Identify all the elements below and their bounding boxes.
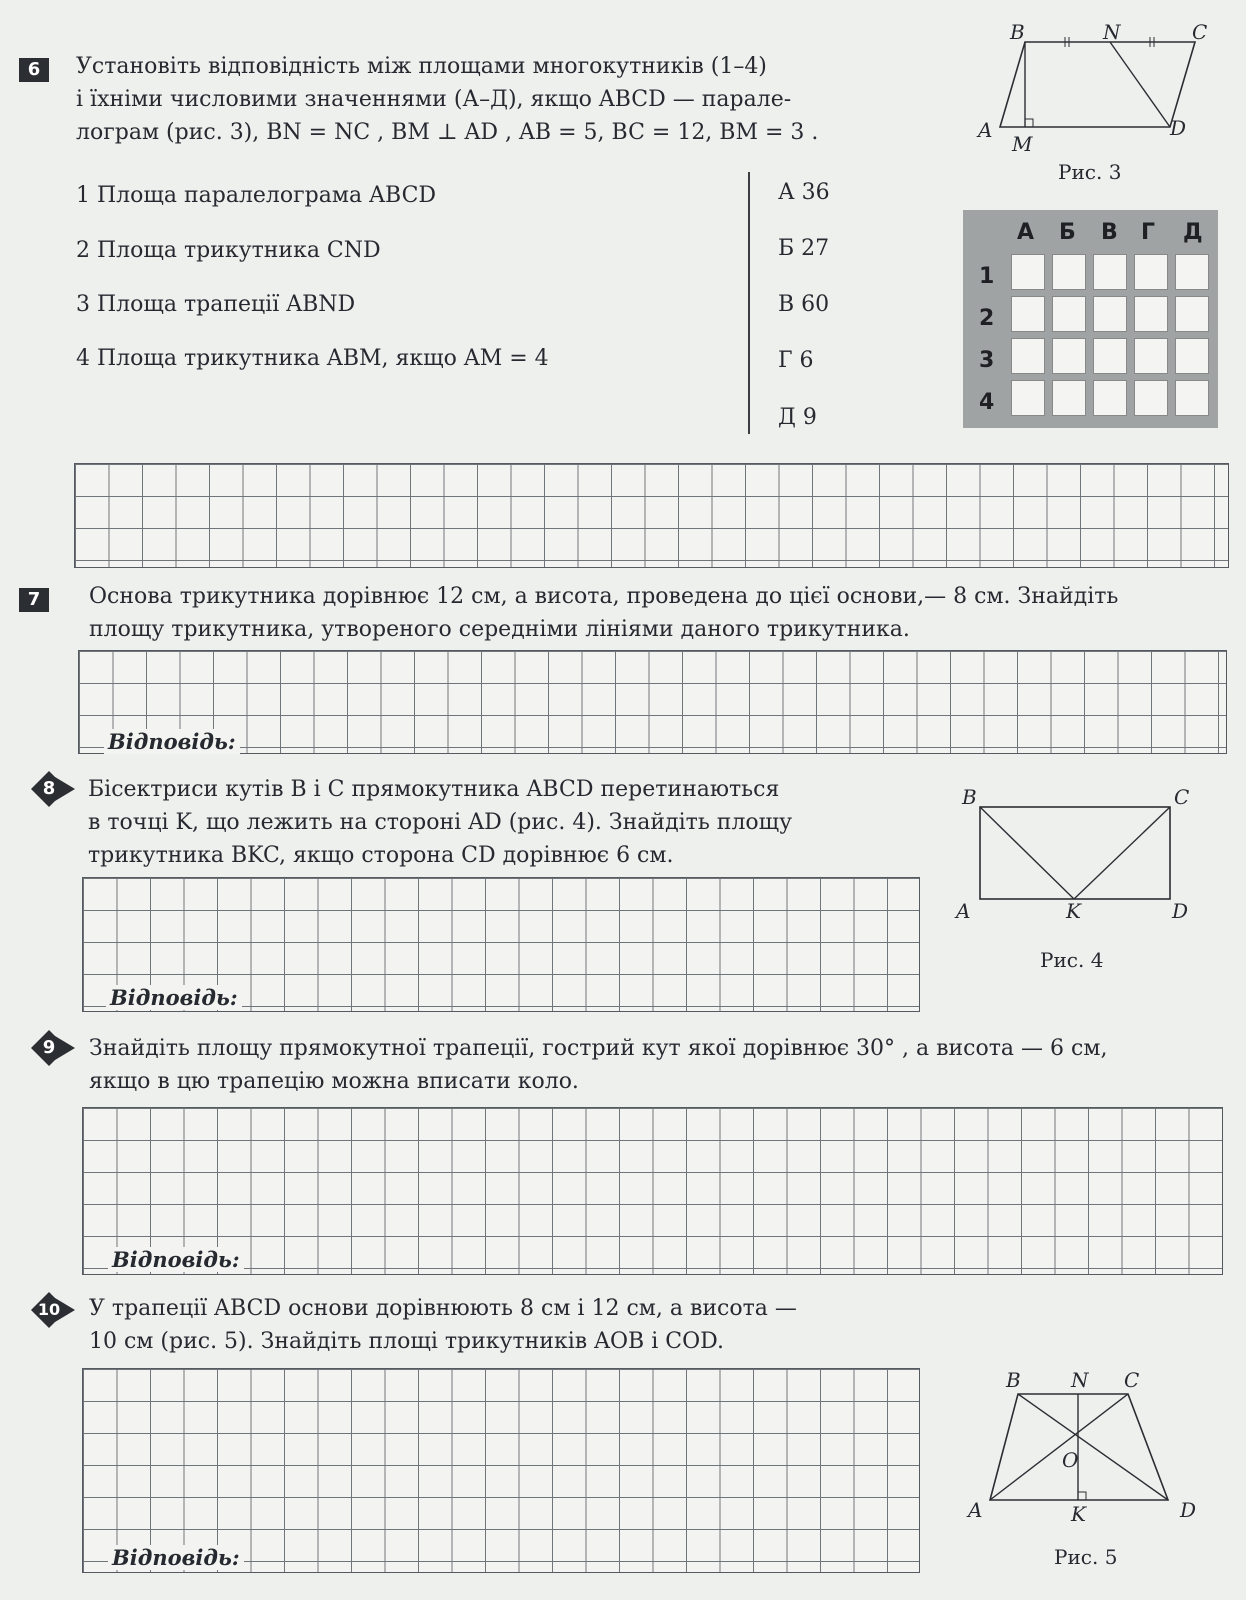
answer-cell[interactable]: [1052, 296, 1086, 332]
fig5-label-D: D: [1180, 1498, 1197, 1522]
task6-left-item-2: 2 Площа трикутника CND: [76, 238, 381, 263]
answer-cell[interactable]: [1011, 338, 1045, 374]
answer-cell[interactable]: [1175, 296, 1209, 332]
task7-work-grid[interactable]: [78, 650, 1227, 754]
task8-text-line1: Бісектриси кутів B і C прямокутника ABCD перетинаються: [88, 777, 780, 802]
task10-work-grid[interactable]: [82, 1368, 920, 1573]
task6-divider: [748, 172, 750, 434]
answer-table-col-B: Б: [1059, 220, 1076, 245]
task6-right-item-D: Д 9: [778, 405, 817, 430]
task9-number: 9: [31, 1030, 71, 1066]
fig4-label-K: K: [1066, 899, 1081, 923]
fig5-label-N: N: [1071, 1368, 1089, 1392]
fig3-label-D: D: [1170, 116, 1187, 140]
figure-5: [968, 1368, 1208, 1543]
fig5-caption: Рис. 5: [1054, 1545, 1118, 1569]
answer-cell[interactable]: [1134, 296, 1168, 332]
fig5-label-K: K: [1071, 1502, 1086, 1526]
answer-cell[interactable]: [1093, 338, 1127, 374]
answer-table-col-A: А: [1017, 220, 1035, 245]
task10-text-line2: 10 см (рис. 5). Знайдіть площі трикутників AOB і COD.: [89, 1329, 724, 1354]
fig3-label-B: B: [1010, 20, 1025, 44]
answer-cell[interactable]: [1052, 380, 1086, 416]
task6-right-item-B: Б 27: [778, 236, 830, 261]
answer-cell[interactable]: [1093, 254, 1127, 290]
task7-answer-label: Відповідь:: [104, 729, 240, 754]
task8-answer-label: Відповідь:: [106, 985, 242, 1010]
task8-text-line3: трикутника BKC, якщо сторона CD дорівнює 6 см.: [88, 843, 674, 868]
task7-text-line2: площу трикутника, утвореного середніми лініями даного трикутника.: [89, 617, 910, 642]
task9-text-line2: якщо в цю трапецію можна вписати коло.: [89, 1069, 579, 1094]
answer-table-col-V: В: [1101, 220, 1118, 245]
fig5-label-B: B: [1006, 1368, 1021, 1392]
task7-text-line1: Основа трикутника дорівнює 12 см, а висота, проведена до цієї основи,— 8 см. Знайдіть: [89, 584, 1119, 609]
fig5-label-A: A: [968, 1498, 983, 1522]
fig4-label-D: D: [1172, 899, 1189, 923]
answer-cell[interactable]: [1175, 338, 1209, 374]
fig4-label-B: B: [962, 785, 977, 809]
answer-cell[interactable]: [1093, 296, 1127, 332]
answer-cell[interactable]: [1011, 380, 1045, 416]
task8-text-line2: в точці K, що лежить на стороні AD (рис. 4). Знайдіть площу: [88, 810, 793, 835]
fig3-label-N: N: [1103, 20, 1121, 44]
fig5-label-C: C: [1124, 1368, 1140, 1392]
figure-4: [952, 785, 1192, 923]
fig4-label-C: C: [1174, 785, 1190, 809]
task6-work-grid[interactable]: [74, 463, 1229, 568]
task6-left-item-1: 1 Площа паралелограма ABCD: [76, 183, 437, 208]
task6-right-item-G: Г 6: [778, 348, 814, 373]
task6-right-item-V: В 60: [778, 292, 830, 317]
task6-left-item-4: 4 Площа трикутника ABM, якщо AM = 4: [76, 346, 549, 371]
answer-cell[interactable]: [1011, 296, 1045, 332]
task10-text-line1: У трапеції ABCD основи дорівнюють 8 см і 12 см, а висота —: [89, 1296, 797, 1321]
task8-number: 8: [31, 771, 71, 807]
task10-number: 10: [31, 1292, 71, 1328]
task6-text-line3: лограм (рис. 3), BN = NC , BM ⊥ AD , AB = 5, BC = 12, BM = 3 .: [76, 120, 819, 145]
answer-cell[interactable]: [1134, 338, 1168, 374]
fig5-label-O: O: [1062, 1448, 1079, 1472]
task6-number: 6: [19, 58, 49, 82]
task7-number: 7: [19, 588, 49, 612]
fig3-caption: Рис. 3: [1058, 160, 1122, 184]
task6-left-item-3: 3 Площа трапеції ABND: [76, 292, 356, 317]
fig3-label-M: M: [1012, 132, 1033, 156]
parallelogram-figure: [970, 20, 1220, 165]
answer-table-col-D: Д: [1183, 220, 1203, 245]
task9-answer-label: Відповідь:: [108, 1247, 244, 1272]
answer-table-row-4: 4: [979, 390, 995, 415]
task6-answer-table: [963, 210, 1218, 428]
answer-cell[interactable]: [1052, 338, 1086, 374]
trapezoid-figure: [968, 1368, 1208, 1543]
task10-answer-label: Відповідь:: [108, 1545, 244, 1570]
task6-text-line2: і їхніми числовими значеннями (А–Д), якщо ABCD — парале-: [76, 87, 792, 112]
answer-cell[interactable]: [1011, 254, 1045, 290]
answer-cell[interactable]: [1052, 254, 1086, 290]
task6-right-item-A: А 36: [778, 180, 830, 205]
answer-table-col-G: Г: [1141, 220, 1156, 245]
answer-cell[interactable]: [1093, 380, 1127, 416]
answer-cell[interactable]: [1134, 380, 1168, 416]
answer-cell[interactable]: [1175, 254, 1209, 290]
fig4-label-A: A: [956, 899, 971, 923]
answer-cell[interactable]: [1175, 380, 1209, 416]
answer-table-row-2: 2: [979, 306, 995, 331]
answer-table-row-3: 3: [979, 348, 995, 373]
answer-cell[interactable]: [1134, 254, 1168, 290]
task9-text-line1: Знайдіть площу прямокутної трапеції, гострий кут якої дорівнює 30° , а висота — 6 см,: [89, 1036, 1108, 1061]
fig4-caption: Рис. 4: [1040, 948, 1104, 972]
task9-work-grid[interactable]: [82, 1107, 1223, 1275]
fig3-label-C: C: [1192, 20, 1208, 44]
task6-text-line1: Установіть відповідність між площами многокутників (1–4): [76, 54, 767, 79]
figure-3: [970, 20, 1220, 165]
answer-table-row-1: 1: [979, 264, 995, 289]
fig3-label-A: A: [978, 118, 993, 142]
